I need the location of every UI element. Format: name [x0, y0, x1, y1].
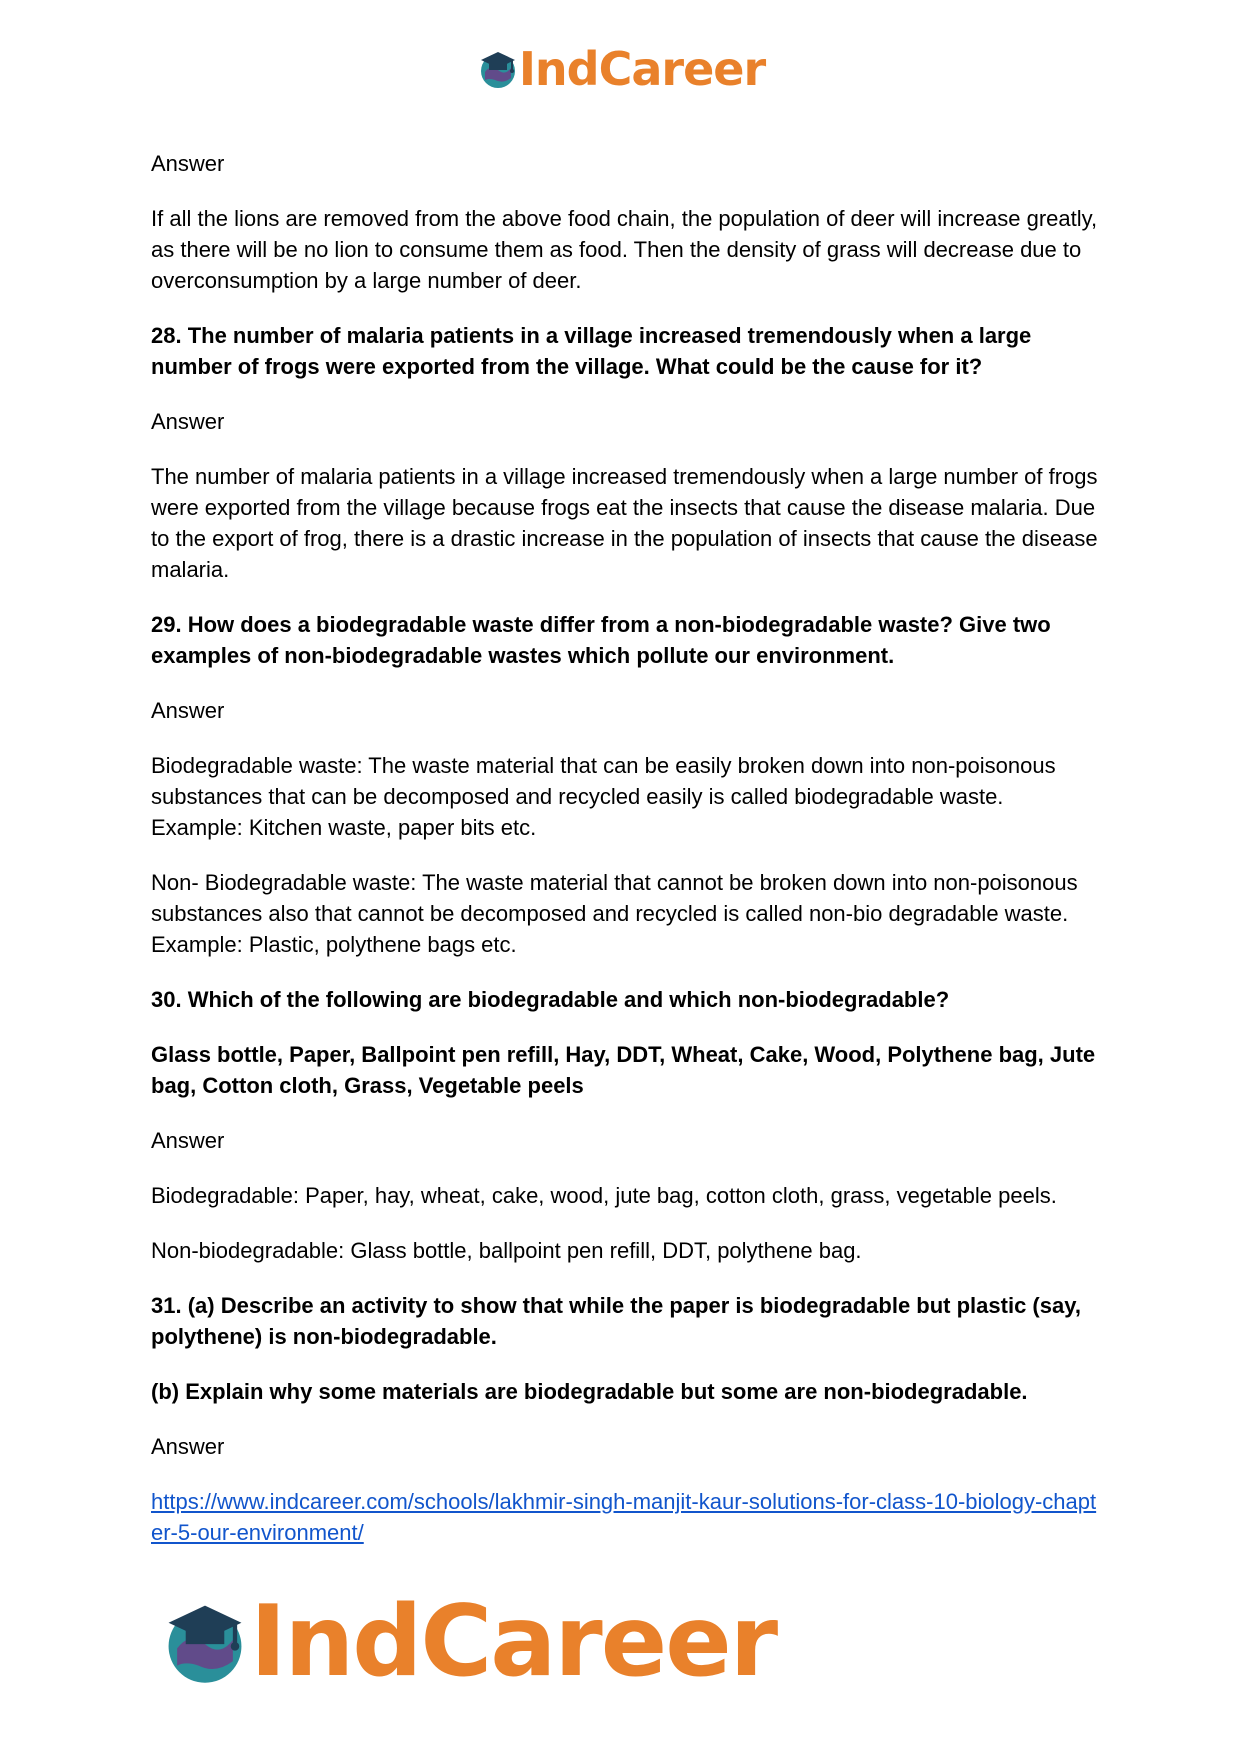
- answer-label: Answer: [151, 409, 225, 434]
- answer-28: The number of malaria patients in a village increased tremendously when a large number of frogs were exported from the village because frogs eat the insects that cause the disease malaria. Due to the export of frog, there is a drastic increase in the population of insects that cause the disease malaria.: [151, 464, 1098, 582]
- question-30: 30. Which of the following are biodegradable and which non-biodegradable?: [151, 987, 950, 1012]
- answer-27: If all the lions are removed from the above food chain, the population of deer will increase greatly, as there will be no lion to consume them as food. Then the density of grass will decrease due to overconsumption by a large number of deer.: [151, 206, 1098, 293]
- brand-logo-large: [160, 1585, 776, 1699]
- answer-label: Answer: [151, 1434, 225, 1459]
- header-logo: [0, 42, 1242, 96]
- question-28: 28. The number of malaria patients in a village increased tremendously when a large number of frogs were exported from the village. What could be the cause for it?: [151, 323, 1032, 379]
- answer-29-non-biodegradable: Non- Biodegradable waste: The waste material that cannot be broken down into non-poisonous substances also that cannot be decomposed and recycled is called non-bio degradable waste. Example: Plastic, polythene bags etc.: [151, 870, 1078, 957]
- solution-link-paragraph: [151, 1486, 1101, 1548]
- graduation-cap-globe-icon: [477, 48, 519, 90]
- answer-label: Answer: [151, 1128, 225, 1153]
- question-29: 29. How does a biodegradable waste differ from a non-biodegradable waste? Give two examples of non-biodegradable wastes which pollute our environment.: [151, 612, 1051, 668]
- question-31a: 31. (a) Describe an activity to show that while the paper is biodegradable but plastic (say, polythene) is non-biodegradable.: [151, 1293, 1081, 1349]
- brand-logo: [477, 42, 765, 96]
- document-body: [151, 148, 1101, 1572]
- solution-link[interactable]: https://www.indcareer.com/schools/lakhmir-singh-manjit-kaur-solutions-for-class-10-biology-chapter-5-our-environment/: [151, 1489, 1097, 1545]
- answer-29-biodegradable: Biodegradable waste: The waste material that can be easily broken down into non-poisonous substances that can be decomposed and recycled easily is called biodegradable waste. Example: Kitchen waste, paper bits etc.: [151, 753, 1056, 840]
- answer-label: Answer: [151, 698, 225, 723]
- footer-logo: [160, 1585, 776, 1699]
- question-30-list: Glass bottle, Paper, Ballpoint pen refill, Hay, DDT, Wheat, Cake, Wood, Polythene bag, Jute bag, Cotton cloth, Grass, Vegetable peels: [151, 1042, 1096, 1098]
- answer-30-non-biodegradable: Non-biodegradable: Glass bottle, ballpoint pen refill, DDT, polythene bag.: [151, 1238, 862, 1263]
- brand-wordmark-large: IndCareer: [250, 1585, 777, 1699]
- question-31b: (b) Explain why some materials are biodegradable but some are non-biodegradable.: [151, 1379, 1028, 1404]
- answer-30-biodegradable: Biodegradable: Paper, hay, wheat, cake, wood, jute bag, cotton cloth, grass, vegetable peels.: [151, 1183, 1057, 1208]
- brand-wordmark: IndCareer: [518, 42, 766, 96]
- graduation-cap-globe-icon: [160, 1597, 250, 1687]
- answer-label: Answer: [151, 151, 225, 176]
